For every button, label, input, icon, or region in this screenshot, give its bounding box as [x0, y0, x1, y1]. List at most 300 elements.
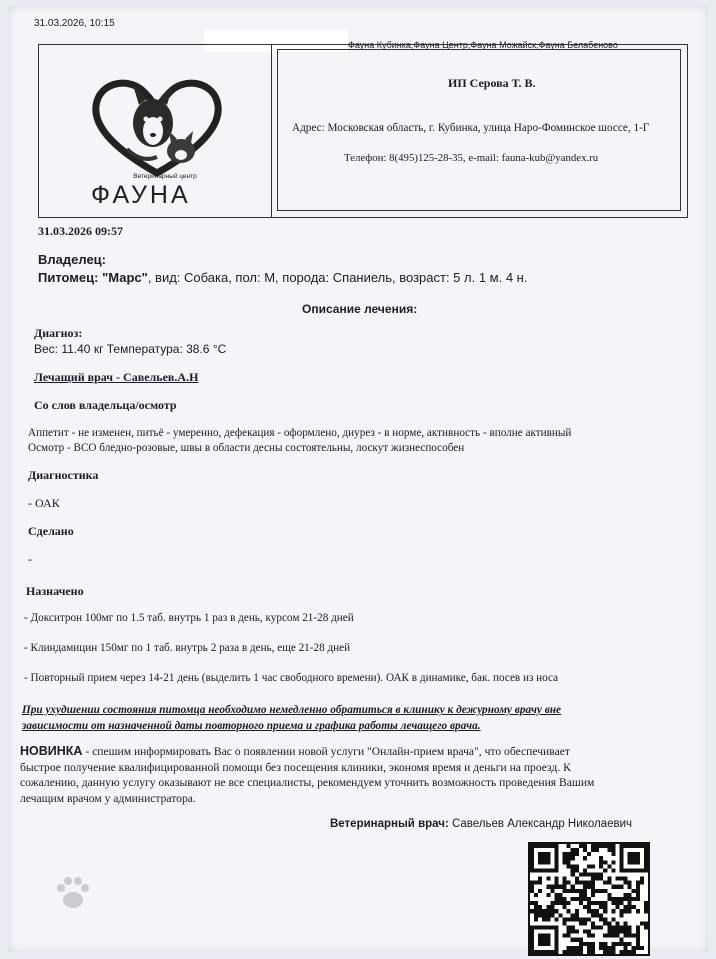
qr-module: [628, 930, 632, 934]
qr-module: [636, 946, 640, 950]
qr-module: [599, 877, 603, 881]
qr-module: [607, 925, 611, 929]
qr-module: [538, 877, 542, 881]
qr-module: [607, 848, 611, 852]
dog-cat-heart-logo-icon: [87, 75, 227, 179]
qr-module: [546, 917, 550, 921]
news-line: - спешим информировать Вас о появлении новой услуги "Онлайн-прием врача", что обеспечивает: [82, 745, 570, 758]
qr-module: [583, 848, 587, 852]
qr-module: [567, 852, 571, 856]
qr-module: [620, 930, 624, 934]
qr-module: [644, 921, 648, 925]
qr-module: [558, 897, 562, 901]
qr-module: [571, 897, 575, 901]
qr-module: [575, 930, 579, 934]
qr-module: [530, 885, 534, 889]
qr-module: [607, 881, 611, 885]
qr-module: [591, 909, 595, 913]
diagnostics-item: - ОАК: [28, 496, 60, 510]
qr-module: [628, 905, 632, 909]
qr-finder: [628, 852, 640, 864]
qr-module: [603, 942, 607, 946]
qr-module: [628, 925, 632, 929]
owner-words-title: Со слов владельца/осмотр: [34, 398, 177, 412]
qr-module: [620, 877, 624, 881]
qr-module: [583, 897, 587, 901]
qr-module: [603, 917, 607, 921]
qr-module: [571, 873, 575, 877]
qr-module: [632, 934, 636, 938]
qr-module: [571, 885, 575, 889]
qr-module: [546, 909, 550, 913]
qr-module: [628, 909, 632, 913]
qr-module: [579, 893, 583, 897]
pet-line: [38, 270, 527, 285]
qr-module: [640, 877, 644, 881]
company-address: Адрес: Московская область, г. Кубинка, улица Наро-Фоминское шоссе, 1-Г: [292, 122, 650, 134]
qr-module: [534, 881, 538, 885]
qr-module: [615, 897, 619, 901]
qr-module: [595, 877, 599, 881]
qr-module: [583, 885, 587, 889]
qr-module: [530, 881, 534, 885]
qr-module: [567, 881, 571, 885]
prescribed-item: - Повторный прием через 14-21 день (выделить 1 час свободного времени). ОАК в динамике, бак. посев из носа: [24, 672, 559, 684]
qr-module: [567, 946, 571, 950]
qr-module: [567, 844, 571, 848]
qr-module: [558, 913, 562, 917]
qr-code-icon[interactable]: [528, 842, 650, 956]
qr-module: [542, 917, 546, 921]
qr-module: [563, 905, 567, 909]
qr-module: [603, 868, 607, 872]
qr-module: [636, 897, 640, 901]
qr-module: [611, 925, 615, 929]
qr-module: [563, 889, 567, 893]
qr-module: [587, 942, 591, 946]
qr-module: [546, 893, 550, 897]
qr-module: [579, 938, 583, 942]
qr-module: [611, 930, 615, 934]
qr-module: [624, 905, 628, 909]
qr-module: [603, 889, 607, 893]
qr-module: [571, 930, 575, 934]
qr-module: [587, 864, 591, 868]
qr-module: [607, 946, 611, 950]
diagnostics-title: Диагностика: [28, 468, 99, 482]
qr-module: [567, 934, 571, 938]
qr-module: [583, 844, 587, 848]
qr-module: [554, 917, 558, 921]
qr-module: [611, 852, 615, 856]
qr-module: [615, 934, 619, 938]
qr-module: [579, 946, 583, 950]
qr-module: [571, 848, 575, 852]
owner-words-block: [28, 426, 571, 456]
qr-module: [620, 901, 624, 905]
signature-label: Ветеринарный врач:: [330, 818, 449, 830]
qr-module: [636, 930, 640, 934]
qr-module: [607, 934, 611, 938]
qr-module: [620, 897, 624, 901]
prescribed-item: - Клиндамицин 150мг по 1 таб. внутрь 2 раза в день, еще 21-28 дней: [24, 642, 351, 654]
qr-module: [611, 934, 615, 938]
qr-module: [563, 852, 567, 856]
qr-module: [575, 881, 579, 885]
qr-module: [624, 877, 628, 881]
qr-module: [571, 917, 575, 921]
print-timestamp: 31.03.2026, 10:15: [34, 18, 115, 29]
qr-module: [591, 946, 595, 950]
signature-line: [330, 818, 632, 830]
qr-module: [579, 881, 583, 885]
qr-module: [640, 921, 644, 925]
qr-module: [595, 889, 599, 893]
news-label: НОВИНКА: [20, 744, 83, 758]
qr-module: [567, 856, 571, 860]
qr-module: [583, 921, 587, 925]
qr-module: [595, 901, 599, 905]
owner-words-line: Аппетит - не изменен, питьё - умеренно, дефекация - оформлено, диурез - в норме, активность - вполне активный: [28, 427, 572, 439]
qr-module: [554, 897, 558, 901]
owner-words-line: Осмотр - ВСО бледно-розовые, швы в области десны состоятельны, лоскут жизнеспособен: [28, 442, 465, 454]
qr-module: [587, 852, 591, 856]
qr-module: [591, 848, 595, 852]
qr-module: [595, 844, 599, 848]
qr-module: [591, 873, 595, 877]
qr-module: [558, 901, 562, 905]
qr-module: [575, 848, 579, 852]
qr-module: [591, 921, 595, 925]
qr-module: [620, 925, 624, 929]
qr-module: [575, 946, 579, 950]
qr-module: [587, 897, 591, 901]
qr-module: [607, 877, 611, 881]
qr-module: [567, 864, 571, 868]
qr-module: [567, 909, 571, 913]
qr-module: [624, 893, 628, 897]
qr-module: [534, 917, 538, 921]
qr-module: [579, 917, 583, 921]
qr-module: [615, 942, 619, 946]
qr-module: [603, 905, 607, 909]
qr-module: [587, 946, 591, 950]
qr-module: [550, 909, 554, 913]
qr-module: [591, 913, 595, 917]
qr-module: [534, 913, 538, 917]
qr-module: [636, 925, 640, 929]
qr-module: [628, 934, 632, 938]
qr-module: [599, 901, 603, 905]
qr-module: [644, 925, 648, 929]
qr-module: [587, 917, 591, 921]
qr-module: [644, 901, 648, 905]
header-info-frame: [277, 49, 681, 211]
qr-module: [595, 909, 599, 913]
qr-module: [628, 942, 632, 946]
qr-module: [587, 873, 591, 877]
qr-module: [632, 897, 636, 901]
qr-module: [591, 844, 595, 848]
qr-module: [611, 868, 615, 872]
qr-module: [611, 848, 615, 852]
qr-module: [624, 934, 628, 938]
qr-module: [542, 909, 546, 913]
qr-module: [571, 913, 575, 917]
qr-module: [567, 917, 571, 921]
visit-datetime: 31.03.2026 09:57: [38, 224, 123, 238]
qr-module: [534, 909, 538, 913]
qr-module: [628, 897, 632, 901]
qr-module: [554, 901, 558, 905]
qr-module: [640, 881, 644, 885]
qr-module: [579, 889, 583, 893]
document-sheet: [8, 6, 708, 952]
qr-module: [624, 921, 628, 925]
qr-module: [595, 848, 599, 852]
news-line: быстрое получение квалифицированной помощи без посещения клиники, экономя время и деньги на проезд. К: [20, 760, 571, 774]
qr-module: [587, 881, 591, 885]
qr-module: [550, 889, 554, 893]
qr-module: [628, 893, 632, 897]
qr-module: [628, 881, 632, 885]
qr-module: [615, 885, 619, 889]
done-item: -: [28, 552, 32, 566]
qr-module: [575, 938, 579, 942]
qr-module: [583, 893, 587, 897]
qr-module: [636, 885, 640, 889]
qr-module: [620, 885, 624, 889]
prescribed-item: - Докситрон 100мг по 1.5 таб. внутрь 1 раз в день, курсом 21-28 дней: [24, 612, 354, 624]
qr-module: [571, 868, 575, 872]
qr-module: [599, 942, 603, 946]
qr-module: [579, 873, 583, 877]
warning-block: [22, 702, 561, 734]
qr-module: [611, 917, 615, 921]
qr-module: [563, 934, 567, 938]
warning-line: При ухудшении состояния питомца необходимо немедленно обратиться в клинику к дежурному врачу вне: [22, 704, 562, 716]
qr-module: [583, 889, 587, 893]
qr-module: [583, 917, 587, 921]
qr-module: [579, 901, 583, 905]
qr-module: [624, 881, 628, 885]
qr-module: [563, 901, 567, 905]
qr-module: [558, 885, 562, 889]
qr-module: [554, 893, 558, 897]
qr-module: [571, 946, 575, 950]
qr-module: [591, 881, 595, 885]
qr-module: [599, 946, 603, 950]
qr-module: [591, 942, 595, 946]
qr-module: [615, 905, 619, 909]
doctor-line: Лечащий врач - Савельев.А.Н: [34, 370, 199, 384]
paw-icon: [52, 872, 94, 914]
qr-module: [538, 913, 542, 917]
company-contacts: Телефон: 8(495)125-28-35, e-mail: fauna-kub@yandex.ru: [344, 152, 599, 164]
qr-module: [575, 909, 579, 913]
qr-module: [550, 885, 554, 889]
qr-module: [575, 852, 579, 856]
qr-module: [624, 909, 628, 913]
qr-module: [538, 889, 542, 893]
qr-module: [530, 909, 534, 913]
qr-module: [571, 938, 575, 942]
qr-module: [575, 868, 579, 872]
qr-module: [546, 905, 550, 909]
qr-module: [620, 909, 624, 913]
news-line: сожалению, данную услугу оказывают не все специалисты, рекомендуем уточнить возможность проведения Вашим: [20, 776, 595, 789]
qr-module: [534, 893, 538, 897]
qr-module: [632, 946, 636, 950]
qr-module: [599, 905, 603, 909]
qr-module: [554, 877, 558, 881]
qr-module: [567, 860, 571, 864]
qr-module: [567, 901, 571, 905]
qr-module: [587, 930, 591, 934]
qr-finder: [538, 852, 550, 864]
qr-module: [599, 873, 603, 877]
qr-module: [563, 917, 567, 921]
qr-module: [575, 864, 579, 868]
qr-module: [636, 938, 640, 942]
qr-module: [607, 864, 611, 868]
qr-module: [624, 942, 628, 946]
pet-name: "Марс": [102, 270, 148, 285]
qr-module: [611, 897, 615, 901]
qr-module: [644, 909, 648, 913]
qr-module: [603, 946, 607, 950]
qr-module: [587, 909, 591, 913]
qr-module: [603, 844, 607, 848]
qr-module: [636, 881, 640, 885]
qr-module: [599, 864, 603, 868]
qr-module: [587, 905, 591, 909]
qr-module: [554, 885, 558, 889]
qr-module: [628, 885, 632, 889]
qr-module: [620, 938, 624, 942]
qr-module: [640, 946, 644, 950]
qr-module: [603, 881, 607, 885]
qr-module: [571, 889, 575, 893]
qr-module: [607, 844, 611, 848]
qr-module: [571, 856, 575, 860]
qr-module: [554, 881, 558, 885]
warning-line: зависимости от назначенной даты повторного приема и графика работы лечащего врача.: [22, 720, 481, 732]
qr-module: [550, 901, 554, 905]
qr-module: [636, 934, 640, 938]
pet-details: , вид: Собака, пол: М, порода: Спаниель, возраст: 5 л. 1 м. 4 н.: [147, 270, 528, 285]
qr-module: [607, 930, 611, 934]
qr-module: [611, 909, 615, 913]
qr-module: [575, 913, 579, 917]
treatment-title: Описание лечения:: [302, 302, 418, 316]
qr-module: [615, 901, 619, 905]
qr-module: [607, 921, 611, 925]
qr-module: [571, 925, 575, 929]
qr-module: [583, 868, 587, 872]
qr-module: [636, 893, 640, 897]
vitals: Вес: 11.40 кг Температура: 38.6 °С: [34, 342, 227, 356]
qr-module: [591, 864, 595, 868]
qr-module: [546, 885, 550, 889]
qr-module: [615, 877, 619, 881]
qr-module: [575, 889, 579, 893]
qr-module: [620, 942, 624, 946]
qr-module: [603, 934, 607, 938]
qr-module: [624, 946, 628, 950]
qr-module: [611, 844, 615, 848]
qr-module: [542, 913, 546, 917]
logo-name: ФАУНА: [91, 181, 191, 209]
qr-module: [595, 873, 599, 877]
qr-module: [591, 934, 595, 938]
qr-module: [603, 860, 607, 864]
qr-module: [546, 913, 550, 917]
qr-module: [538, 881, 542, 885]
qr-module: [587, 934, 591, 938]
qr-module: [563, 877, 567, 881]
qr-module: [591, 893, 595, 897]
qr-module: [599, 925, 603, 929]
header-divider: [271, 45, 272, 217]
qr-module: [624, 897, 628, 901]
qr-module: [599, 889, 603, 893]
qr-module: [591, 877, 595, 881]
qr-module: [611, 946, 615, 950]
qr-module: [636, 942, 640, 946]
qr-module: [595, 913, 599, 917]
qr-module: [603, 901, 607, 905]
qr-module: [579, 942, 583, 946]
prescribed-title: Назначено: [26, 584, 84, 598]
clinics-line: Фауна Кубинка,Фауна Центр,Фауна Можайск,Фауна Белабеново: [348, 40, 618, 50]
qr-module: [571, 852, 575, 856]
qr-module: [632, 889, 636, 893]
qr-module: [615, 930, 619, 934]
qr-module: [563, 897, 567, 901]
qr-module: [575, 897, 579, 901]
qr-module: [591, 925, 595, 929]
qr-module: [538, 909, 542, 913]
qr-module: [579, 844, 583, 848]
qr-module: [563, 856, 567, 860]
qr-module: [583, 881, 587, 885]
qr-module: [575, 917, 579, 921]
qr-module: [615, 925, 619, 929]
owner-label: Владелец:: [38, 252, 106, 267]
qr-module: [567, 925, 571, 929]
signature-name: Савельев Александр Николаевич: [448, 818, 632, 830]
qr-module: [599, 917, 603, 921]
logo-caption: Ветеринарный центр: [133, 173, 197, 180]
qr-module: [550, 913, 554, 917]
qr-module: [615, 921, 619, 925]
qr-module: [558, 893, 562, 897]
qr-module: [603, 909, 607, 913]
qr-module: [563, 881, 567, 885]
qr-module: [550, 905, 554, 909]
qr-module: [632, 905, 636, 909]
qr-module: [636, 889, 640, 893]
qr-module: [624, 925, 628, 929]
qr-module: [530, 901, 534, 905]
company-name: ИП Серова Т. В.: [448, 76, 536, 90]
qr-module: [611, 860, 615, 864]
news-line: лечащим врачом у администратора.: [20, 791, 196, 805]
qr-module: [546, 877, 550, 881]
pet-label: Питомец:: [38, 270, 99, 285]
qr-module: [571, 864, 575, 868]
